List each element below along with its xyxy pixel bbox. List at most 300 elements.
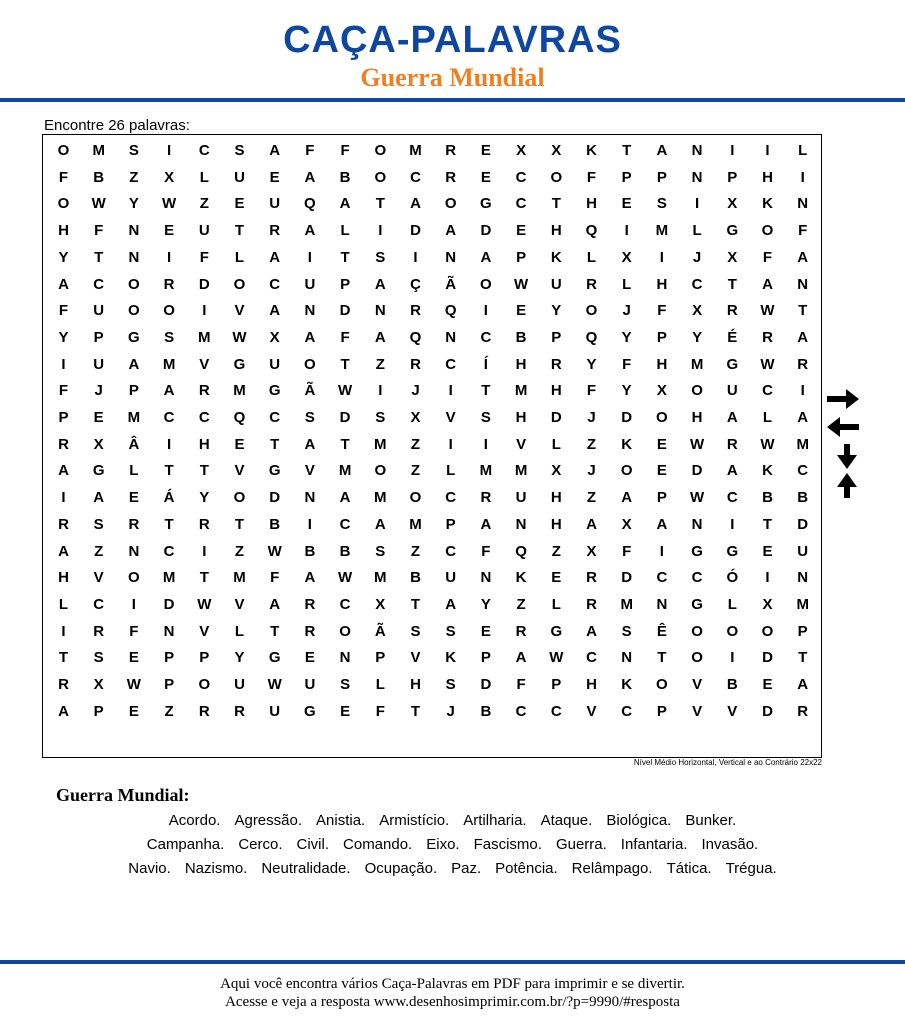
grid-letter: Z — [516, 595, 526, 613]
grid-letter: M — [796, 435, 809, 453]
grid-letter: T — [199, 462, 209, 480]
grid-letter: A — [58, 702, 69, 720]
grid-letter: A — [762, 275, 773, 293]
grid-letter: Á — [163, 489, 175, 507]
grid-letter: T — [340, 435, 350, 453]
grid-letter: N — [515, 515, 527, 533]
grid-letter: A — [797, 409, 809, 426]
grid-letter: R — [515, 622, 527, 640]
grid-letter: O — [128, 569, 140, 587]
grid-row — [43, 699, 820, 725]
word-item: Armistício. — [379, 812, 450, 829]
grid-letter: C — [269, 275, 281, 293]
grid-letter: P — [480, 649, 491, 667]
grid-letter: E — [762, 676, 773, 693]
grid-row — [43, 245, 820, 271]
grid-letter: E — [304, 649, 315, 667]
grid-letter: K — [621, 435, 633, 453]
grid-letter: T — [199, 569, 209, 587]
grid-letter: Y — [58, 248, 69, 266]
grid-letter: L — [551, 435, 561, 453]
grid-row — [43, 592, 820, 618]
grid-letter: L — [234, 622, 245, 640]
grid-letter: T — [798, 302, 808, 320]
grid-row — [43, 565, 820, 591]
grid-letter: C — [198, 409, 210, 426]
grid-letter: L — [58, 595, 69, 613]
grid-letter: P — [58, 409, 69, 426]
grid-letter: C — [762, 382, 773, 400]
grid-letter: H — [762, 168, 773, 186]
word-item: Nazismo. — [184, 860, 248, 877]
grid-letter: H — [586, 195, 597, 213]
grid-letter: S — [128, 142, 139, 159]
grid-letter: Q — [409, 328, 422, 346]
grid-letter: Z — [129, 168, 139, 186]
grid-letter: L — [340, 222, 350, 240]
grid-letter: U — [304, 676, 316, 693]
word-list-row — [0, 836, 905, 854]
grid-letter: Z — [551, 542, 561, 560]
word-item: Trégua. — [725, 860, 777, 877]
grid-letter: O — [656, 676, 668, 693]
grid-letter: E — [93, 409, 104, 426]
grid-letter: R — [58, 435, 69, 453]
grid-letter: F — [762, 248, 773, 266]
word-list-title: Guerra Mundial: — [56, 785, 190, 805]
grid-letter: R — [304, 622, 316, 640]
grid-letter: Y — [199, 489, 210, 507]
grid-letter: D — [762, 649, 773, 667]
grid-letter: I — [448, 382, 453, 400]
grid-letter: P — [445, 515, 456, 533]
grid-letter: X — [586, 542, 597, 560]
grid-letter: Q — [233, 409, 246, 426]
grid-letter: O — [374, 462, 387, 480]
grid-letter: M — [233, 382, 246, 400]
grid-letter: A — [480, 515, 492, 533]
grid-letter: E — [516, 222, 527, 240]
grid-letter: D — [691, 462, 703, 480]
word-item: Eixo. — [426, 836, 460, 853]
grid-letter: E — [340, 702, 351, 720]
grid-letter: H — [691, 409, 703, 426]
grid-letter: C — [691, 569, 703, 587]
grid-letter: S — [93, 515, 104, 533]
grid-letter: C — [339, 595, 351, 613]
grid-letter: O — [409, 489, 422, 507]
grid-letter: N — [128, 542, 140, 560]
page-subtitle: Guerra Mundial — [360, 63, 545, 92]
grid-letter: D — [480, 676, 492, 693]
grid-letter: O — [128, 275, 140, 293]
grid-letter: W — [338, 569, 353, 587]
grid-letter: D — [339, 409, 351, 426]
grid-letter: I — [167, 248, 172, 266]
grid-letter: P — [551, 328, 562, 346]
grid-letter: N — [339, 649, 351, 667]
grid-letter: L — [446, 462, 456, 480]
grid-letter: H — [410, 676, 421, 693]
grid-letter: V — [199, 622, 210, 640]
grid-letter: I — [61, 622, 66, 640]
grid-letter: M — [162, 355, 176, 373]
grid-letter: M — [162, 569, 176, 587]
grid-row — [43, 272, 820, 298]
grid-letter: F — [481, 542, 491, 560]
grid-letter: X — [656, 382, 667, 400]
grid-letter: L — [692, 222, 702, 240]
grid-letter: N — [656, 595, 668, 613]
grid-letter: O — [585, 302, 598, 320]
grid-letter: E — [234, 195, 245, 213]
grid-letter: Y — [234, 649, 245, 667]
grid-letter: V — [516, 435, 527, 453]
grid-letter: C — [480, 328, 492, 346]
grid-letter: K — [621, 676, 633, 693]
grid-letter: J — [622, 302, 631, 320]
grid-letter: W — [549, 649, 564, 667]
grid-letter: V — [199, 355, 210, 373]
grid-letter: U — [515, 489, 527, 507]
grid-letter: G — [233, 355, 246, 373]
grid-row — [43, 512, 820, 538]
grid-letter: Ç — [410, 275, 421, 293]
word-item: Comando. — [343, 836, 413, 853]
grid-letter: C — [445, 542, 457, 560]
grid-letter: C — [93, 595, 105, 613]
grid-letter: R — [58, 515, 69, 533]
grid-row — [43, 645, 820, 671]
grid-letter: O — [480, 275, 492, 293]
grid-letter: Ê — [656, 622, 667, 640]
grid-letter: U — [304, 275, 316, 293]
word-item: Neutralidade. — [261, 860, 351, 877]
grid-letter: O — [233, 275, 246, 293]
grid-letter: P — [656, 328, 667, 346]
grid-letter: Z — [375, 355, 385, 373]
grid-letter: L — [798, 142, 808, 159]
grid-letter: G — [92, 462, 105, 480]
word-list-row — [0, 860, 905, 878]
grid-letter: Z — [410, 462, 421, 480]
grid-letter: I — [167, 142, 172, 159]
grid-letter: Q — [585, 328, 598, 346]
grid-letter: F — [798, 222, 808, 240]
grid-letter: S — [375, 409, 386, 426]
grid-letter: O — [304, 355, 316, 373]
grid-letter: B — [480, 702, 492, 720]
grid-letter: H — [550, 489, 562, 507]
level-note: Nível Médio Horizontal, Vertical e ao Contrário 22x22 — [633, 758, 822, 767]
grid-letter: I — [659, 248, 664, 266]
grid-letter: H — [515, 409, 527, 426]
grid-letter: T — [164, 462, 174, 480]
grid-letter: A — [480, 248, 492, 266]
grid-letter: T — [234, 515, 245, 533]
grid-letter: Q — [444, 302, 457, 320]
grid-letter: H — [198, 435, 210, 453]
grid-letter: A — [304, 569, 316, 587]
grid-letter: E — [480, 142, 491, 159]
grid-letter: M — [374, 569, 387, 587]
grid-letter: I — [61, 355, 66, 373]
grid-letter: I — [378, 222, 383, 240]
grid-letter: H — [550, 515, 562, 533]
grid-letter: R — [410, 302, 421, 320]
grid-letter: T — [727, 275, 737, 293]
grid-row — [43, 378, 820, 404]
grid-letter: E — [480, 622, 491, 640]
grid-row — [43, 405, 820, 431]
grid-letter: R — [198, 382, 210, 400]
grid-letter: Z — [410, 542, 421, 560]
grid-letter: P — [621, 168, 632, 186]
grid-letter: A — [339, 195, 351, 213]
grid-row — [43, 165, 820, 191]
grid-letter: A — [515, 649, 527, 667]
grid-letter: X — [621, 515, 632, 533]
grid-letter: G — [691, 542, 703, 560]
grid-letter: S — [164, 328, 175, 346]
grid-letter: S — [340, 676, 351, 693]
grid-letter: M — [409, 515, 422, 533]
grid-letter: A — [656, 142, 668, 159]
grid-letter: O — [761, 222, 774, 240]
grid-letter: M — [127, 409, 141, 426]
grid-letter: Y — [586, 355, 597, 373]
grid-letter: T — [622, 142, 632, 159]
grid-letter: U — [269, 702, 281, 720]
grid-letter: O — [656, 409, 668, 426]
grid-letter: F — [129, 622, 139, 640]
grid-letter: J — [446, 702, 455, 720]
grid-letter: R — [797, 355, 809, 373]
grid-letter: S — [445, 622, 456, 640]
grid-letter: A — [304, 168, 316, 186]
grid-letter: B — [762, 489, 773, 507]
grid-letter: C — [445, 489, 457, 507]
bottom-divider — [0, 960, 905, 964]
grid-letter: B — [269, 515, 281, 533]
grid-letter: S — [410, 622, 421, 640]
grid-letter: T — [58, 649, 69, 667]
grid-letter: W — [338, 382, 353, 400]
grid-letter: I — [202, 542, 207, 560]
word-item: Ataque. — [540, 812, 593, 829]
grid-letter: U — [198, 222, 210, 240]
grid-letter: N — [304, 489, 316, 507]
grid-letter: I — [730, 649, 735, 667]
grid-letter: X — [727, 248, 738, 266]
grid-letter: R — [797, 702, 809, 720]
grid-letter: O — [374, 142, 387, 159]
grid-letter: H — [586, 676, 597, 693]
grid-letter: E — [551, 569, 562, 587]
grid-letter: A — [797, 328, 809, 346]
grid-letter: M — [690, 355, 704, 373]
grid-letter: Y — [128, 195, 139, 213]
grid-letter: B — [410, 569, 421, 587]
grid-letter: Z — [586, 435, 597, 453]
grid-letter: A — [304, 435, 316, 453]
grid-letter: F — [340, 142, 350, 159]
grid-letter: I — [413, 248, 418, 266]
grid-letter: R — [726, 435, 738, 453]
grid-letter: G — [726, 355, 739, 373]
grid-letter: A — [58, 462, 69, 480]
grid-letter: A — [128, 355, 140, 373]
grid-letter: F — [270, 569, 280, 587]
grid-letter: R — [445, 142, 457, 159]
arrow-right-icon — [826, 386, 860, 412]
word-item: Fascismo. — [473, 836, 542, 853]
grid-letter: W — [232, 328, 247, 346]
grid-letter: F — [340, 328, 350, 346]
grid-letter: O — [57, 142, 70, 159]
grid-letter: S — [656, 195, 667, 213]
grid-letter: A — [410, 195, 421, 213]
grid-letter: O — [128, 302, 140, 320]
grid-letter: G — [550, 622, 563, 640]
grid-letter: P — [656, 168, 667, 186]
grid-letter: Y — [480, 595, 491, 613]
grid-letter: I — [448, 435, 453, 453]
grid-letter: B — [339, 542, 351, 560]
grid-letter: D — [550, 409, 562, 426]
grid-letter: A — [269, 595, 281, 613]
grid-letter: J — [692, 248, 702, 266]
grid-letter: F — [586, 382, 597, 400]
grid-letter: V — [692, 702, 703, 720]
grid-letter: F — [58, 382, 69, 400]
grid-letter: Z — [234, 542, 245, 560]
grid-letter: O — [198, 676, 211, 693]
grid-letter: S — [621, 622, 632, 640]
grid-letter: D — [410, 222, 421, 240]
grid-letter: W — [126, 676, 141, 693]
grid-letter: L — [234, 248, 245, 266]
grid-letter: C — [269, 409, 281, 426]
grid-letter: W — [760, 355, 775, 373]
grid-letter: P — [375, 649, 386, 667]
grid-letter: A — [374, 328, 386, 346]
grid-letter: O — [444, 195, 457, 213]
grid-letter: O — [57, 195, 70, 213]
grid-letter: A — [93, 489, 105, 507]
grid-letter: P — [128, 382, 139, 400]
grid-letter: F — [58, 168, 69, 186]
grid-letter: U — [445, 569, 457, 587]
word-search-grid — [42, 134, 822, 758]
grid-letter: I — [765, 569, 770, 587]
grid-letter: X — [727, 195, 738, 213]
grid-letter: E — [656, 462, 667, 480]
grid-letter: O — [761, 622, 774, 640]
grid-letter: J — [587, 462, 596, 480]
grid-letter: P — [797, 622, 808, 640]
grid-letter: W — [91, 195, 106, 213]
grid-letter: I — [730, 515, 735, 533]
grid-letter: I — [307, 515, 312, 533]
grid-letter: U — [93, 302, 105, 320]
grid-letter: E — [656, 435, 667, 453]
grid-letter: A — [374, 515, 386, 533]
grid-letter: Ó — [726, 569, 739, 587]
grid-letter: C — [515, 195, 527, 213]
grid-letter: N — [691, 142, 703, 159]
grid-row — [43, 218, 820, 244]
grid-letter: W — [690, 435, 705, 453]
grid-letter: C — [586, 649, 597, 667]
grid-letter: K — [445, 649, 457, 667]
grid-letter: A — [269, 248, 281, 266]
grid-letter: C — [163, 542, 175, 560]
page-title: CAÇA-PALAVRAS — [283, 19, 622, 61]
grid-letter: N — [480, 569, 492, 587]
grid-letter: S — [480, 409, 491, 426]
grid-letter: N — [445, 248, 457, 266]
grid-letter: U — [726, 382, 738, 400]
grid-letter: W — [690, 489, 705, 507]
grid-letter: P — [164, 676, 175, 693]
grid-letter: Y — [58, 328, 69, 346]
grid-letter: F — [305, 142, 315, 159]
grid-letter: H — [550, 382, 562, 400]
grid-letter: V — [445, 409, 456, 426]
grid-letter: T — [94, 248, 104, 266]
grid-letter: A — [269, 142, 281, 159]
grid-letter: C — [726, 489, 738, 507]
grid-letter: T — [270, 435, 280, 453]
grid-row — [43, 458, 820, 484]
grid-letter: G — [480, 195, 492, 213]
grid-row — [43, 325, 820, 351]
grid-letter: M — [198, 328, 211, 346]
grid-row — [43, 672, 820, 698]
word-item: Paz. — [451, 860, 482, 877]
grid-letter: P — [93, 328, 104, 346]
grid-letter: I — [167, 435, 172, 453]
grid-letter: C — [445, 355, 457, 373]
grid-letter: H — [656, 275, 668, 293]
grid-row — [43, 539, 820, 565]
word-item: Artilharia. — [463, 812, 527, 829]
grid-letter: D — [339, 302, 351, 320]
grid-letter: Z — [410, 435, 421, 453]
grid-letter: R — [762, 328, 773, 346]
grid-letter: T — [410, 595, 421, 613]
grid-letter: E — [128, 649, 139, 667]
grid-letter: N — [621, 649, 633, 667]
grid-letter: Z — [94, 542, 104, 560]
grid-letter: N — [797, 195, 809, 213]
grid-letter: M — [514, 382, 528, 400]
grid-letter: A — [269, 302, 281, 320]
word-item: Relâmpago. — [571, 860, 653, 877]
grid-letter: R — [128, 515, 140, 533]
grid-letter: R — [304, 595, 316, 613]
grid-letter: E — [234, 435, 245, 453]
grid-letter: R — [586, 569, 597, 587]
grid-letter: J — [587, 409, 596, 426]
grid-letter: A — [58, 275, 69, 293]
grid-letter: V — [304, 462, 315, 480]
grid-letter: B — [726, 676, 738, 693]
grid-letter: N — [691, 168, 703, 186]
grid-letter: W — [267, 542, 282, 560]
grid-letter: X — [375, 595, 386, 613]
